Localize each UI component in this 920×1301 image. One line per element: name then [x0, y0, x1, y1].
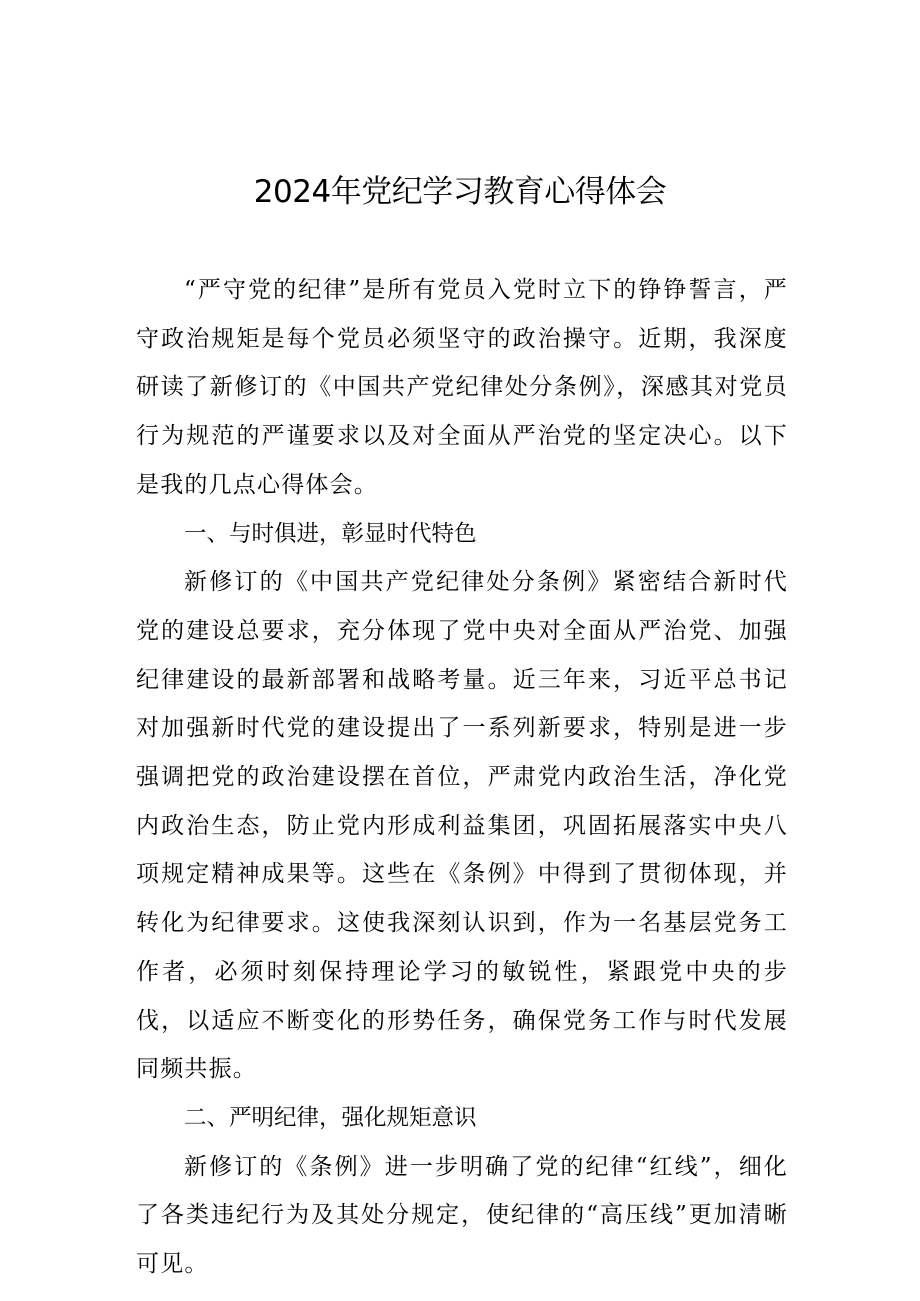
section-paragraph-1: 新修订的《中国共产党纪律处分条例》紧密结合新时代党的建设总要求，充分体现了党中央对全面从严治党、加强纪律建设的最新部署和战略考量。近三年来，习近平总书记对加强新时代党的建设提出了一系列新要求，特别是进一步强调把党的政治建设摆在首位，严肃党内政治生活，净化党内政治生态，防止党内形成利益集团，巩固拓展落实中央八项规定精神成果等。这些在《条例》中得到了贯彻体现，并转化为纪律要求。这使我深刻认识到，作为一名基层党务工作者，必须时刻保持理论学习的敏锐性，紧跟党中央的步伐，以适应不断变化的形势任务，确保党务工作与时代发展同频共振。: [136, 569, 788, 1083]
section-heading-1: 一、与时俱进，彰显时代特色: [184, 520, 477, 547]
section-heading-2: 二、严明纪律，强化规矩意识: [184, 1104, 477, 1131]
document-body: [136, 266, 788, 1289]
section-paragraph-2: 新修订的《条例》进一步明确了党的纪律“红线”，细化了各类违纪行为及其处分规定，使纪律的“高压线”更加清晰可见。: [136, 1153, 788, 1278]
document-title: 2024年党纪学习教育心得体会: [253, 174, 667, 210]
intro-paragraph: “严守党的纪律”是所有党员入党时立下的铮铮誓言，严守政治规矩是每个党员必须坚守的政治操守。近期，我深度研读了新修订的《中国共产党纪律处分条例》，深感其对党员行为规范的严谨要求以及对全面从严治党的坚定决心。以下是我的几点心得体会。: [136, 277, 788, 498]
